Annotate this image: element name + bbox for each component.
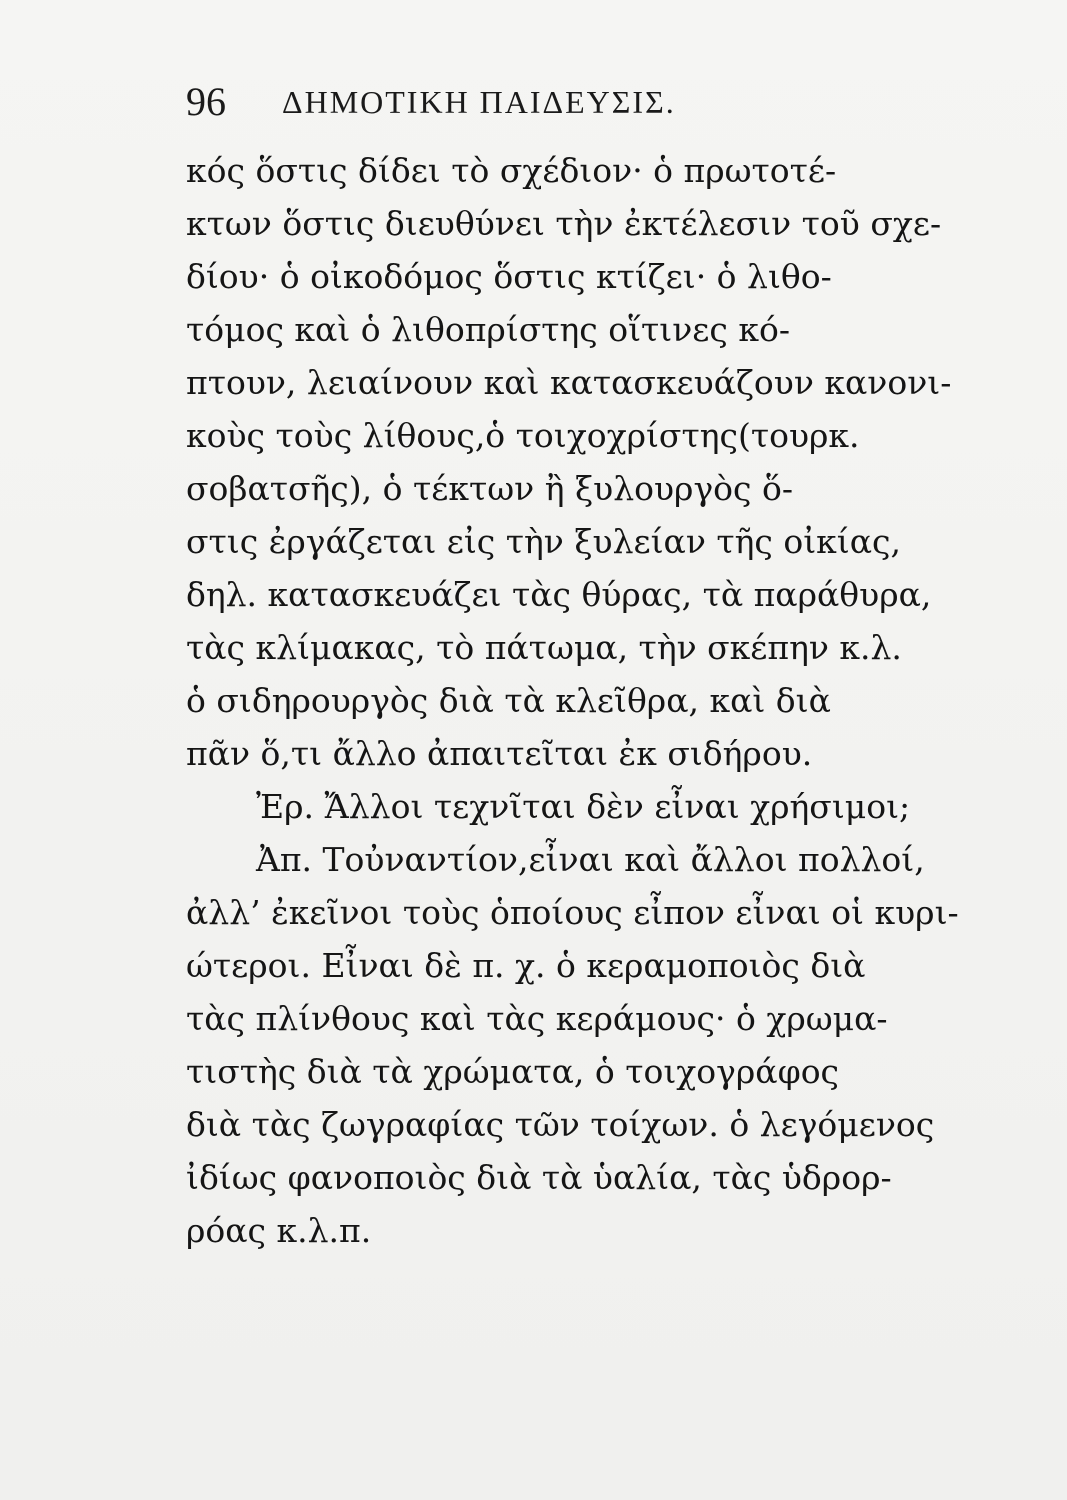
text-line: πτουν, λειαίνουν καὶ κατασκευάζουν κανονι-: [186, 363, 952, 402]
text-line: κός ὅστις δίδει τὸ σχέδιον· ὁ πρωτοτέ-: [186, 151, 837, 190]
text-line: κοὺς τοὺς λίθους,ὁ τοιχοχρίστης(τουρκ.: [186, 416, 860, 455]
text-line: δηλ. κατασκευάζει τὰς θύρας, τὰ παράθυρα,: [186, 575, 932, 614]
text-line: διὰ τὰς ζωγραφίας τῶν τοίχων. ὁ λεγόμενος: [186, 1105, 935, 1144]
text-line: τὰς πλίνθους καὶ τὰς κεράμους· ὁ χρωμα-: [186, 999, 888, 1038]
body-text: [186, 144, 966, 1257]
text-line: ἰδίως φανοποιὸς διὰ τὰ ὑαλία, τὰς ὑδρορ-: [186, 1158, 892, 1197]
text-line: δίου· ὁ οἰκοδόμος ὅστις κτίζει· ὁ λιθο-: [186, 257, 832, 296]
text-line: πᾶν ὅ,τι ἄλλο ἀπαιτεῖται ἐκ σιδήρου.: [186, 734, 813, 773]
text-line: ρόας κ.λ.π.: [186, 1211, 372, 1250]
answer-line: Ἀπ. Τοὐναντίον,εἶναι καὶ ἄλλοι πολλοί,: [256, 840, 925, 879]
text-line: σοβατσῆς), ὁ τέκτων ἢ ξυλουργὸς ὅ-: [186, 469, 794, 508]
text-line: ὁ σιδηρουργὸς διὰ τὰ κλεῖθρα, καὶ διὰ: [186, 681, 831, 720]
text-line: ἀλλ’ ἐκεῖνοι τοὺς ὁποίους εἶπον εἶναι οἱ κυρι-: [186, 893, 959, 932]
page-number: 96: [186, 79, 226, 124]
text-line: τιστὴς διὰ τὰ χρώματα, ὁ τοιχογράφος: [186, 1052, 840, 1091]
text-line: κτων ὅστις διευθύνει τὴν ἐκτέλεσιν τοῦ σχε-: [186, 204, 942, 243]
text-line: τὰς κλίμακας, τὸ πάτωμα, τὴν σκέπην κ.λ.: [186, 628, 902, 667]
running-title: ΔΗΜΟΤΙΚΗ ΠΑΙΔΕΥΣΙΣ.: [282, 84, 676, 120]
text-line: στις ἐργάζεται εἰς τὴν ξυλείαν τῆς οἰκίας,: [186, 522, 901, 561]
question-line: Ἐρ. Ἄλλοι τεχνῖται δὲν εἶναι χρήσιμοι;: [256, 787, 911, 826]
text-line: τόμος καὶ ὁ λιθοπρίστης οἵτινες κό-: [186, 310, 791, 349]
text-line: ώτεροι. Εἶναι δὲ π. χ. ὁ κεραμοποιὸς διὰ: [186, 946, 866, 985]
running-head: [186, 78, 786, 128]
